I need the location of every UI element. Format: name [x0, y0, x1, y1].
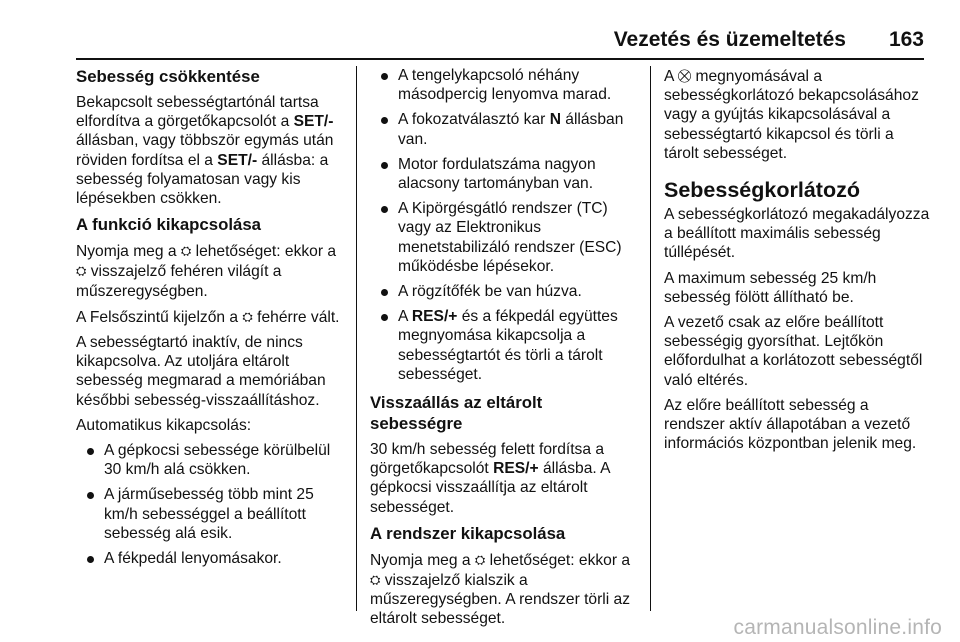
paragraph-decrease: Bekapcsolt sebességtartónál tartsa elfordítva a görgetőkapcsolót a SET/- állásban, vagy többször egymás után röviden fordítsa el a SET/- állásba: a sebesség folyamatosan vagy kis lépésekben csökken. — [76, 94, 334, 208]
column-divider-1 — [356, 66, 357, 611]
paragraph-off-2: A Felsőszintű kijelzőn a ⛭ fehérre vált. — [76, 308, 340, 326]
page-number: 163 — [888, 28, 924, 51]
speedometer-icon: ⛭ — [76, 263, 87, 279]
heading-speed-decrease: Sebesség csökkentése — [76, 67, 260, 86]
column-1 — [76, 66, 344, 576]
running-title: Vezetés és üzemeltetés — [613, 28, 846, 51]
list-item: A rögzítőfék be van húzva. — [370, 282, 638, 301]
list-item: A fokozatválasztó kar N állásban van. — [370, 110, 638, 148]
page-header — [76, 28, 924, 60]
list-item: A fékpedál lenyomásakor. — [76, 549, 344, 568]
column-2 — [370, 66, 638, 635]
cruise-control-icon: ⛭ — [180, 243, 192, 259]
paragraph-auto-off: Automatikus kikapcsolás: — [76, 416, 252, 434]
column-3 — [664, 66, 932, 459]
speed-limiter-icon: ⛒ — [677, 68, 692, 83]
auto-off-list-continued — [370, 66, 638, 384]
paragraph-restore: 30 km/h sebesség felett fordítsa a görgetőkapcsolót RES/+ állásba. A gépkocsi visszaállítja az eltárolt sebességet. — [370, 441, 610, 516]
list-item: A Kipörgésgátló rendszer (TC) vagy az Elektronikus menetstabilizáló rendszer (ESC) működésbe lépésekor. — [370, 199, 638, 276]
paragraph-limiter-1: A sebességkorlátozó megakadályozza a beállított maximális sebesség túllépését. — [664, 206, 930, 262]
paragraph-limiter-3: A vezető csak az előre beállított sebességig gyorsíthat. Lejtőkön előfordulhat a korlátozott sebességtől való eltérés. — [664, 314, 923, 389]
paragraph-limiter-4: Az előre beállított sebesség a rendszer aktív állapotában a vezető információs központban jelenik meg. — [664, 396, 917, 453]
paragraph-system-off: Nyomja meg a ⛭ lehetőséget: ekkor a ⛭ visszajelző kialszik a műszeregységben. A rendszer törli az eltárolt sebességet. — [370, 551, 631, 628]
paragraph-off-3: A sebességtartó inaktív, de nincs kikapcsolva. Az utoljára eltárolt sebesség megmarad a memóriában későbbi sebesség-visszaállításhoz. — [76, 334, 326, 409]
list-item: A gépkocsi sebessége körülbelül 30 km/h alá csökken. — [76, 441, 344, 479]
speedometer-icon: ⛭ — [474, 551, 486, 567]
auto-off-list — [76, 441, 344, 568]
list-item: A járműsebesség több mint 25 km/h sebességgel a beállított sebesség alá esik. — [76, 485, 344, 543]
paragraph-off-1: Nyomja meg a ⛭ lehetőséget: ekkor a ⛭ visszajelző fehéren világít a műszeregységben. — [76, 243, 337, 300]
list-item: Motor fordulatszáma nagyon alacsony tartományban van. — [370, 155, 638, 193]
heading-system-off: A rendszer kikapcsolása — [370, 523, 566, 543]
heading-function-off: A funkció kikapcsolása — [76, 215, 261, 235]
column-divider-2 — [650, 66, 651, 611]
speedometer-icon: ⛭ — [242, 308, 253, 324]
paragraph-top: A ⛒ megnyomásával a sebességkorlátozó bekapcsolásához vagy a gyújtás kikapcsolásával a sebességtartó kikapcsol és törli a tárolt sebességet. — [664, 68, 919, 162]
heading-speed-limiter: Sebességkorlátozó — [664, 178, 860, 203]
watermark: carmanualsonline.info — [733, 616, 942, 639]
list-item: A RES/+ és a fékpedál együttes megnyomása kikapcsolja a sebességtartót és törli a tárolt sebességet. — [370, 307, 638, 384]
list-item: A tengelykapcsoló néhány másodpercig lenyomva marad. — [370, 66, 638, 104]
heading-restore-speed: Visszaállás az eltárolt sebességre — [370, 393, 543, 434]
speedometer-icon: ⛭ — [370, 572, 381, 588]
paragraph-limiter-2: A maximum sebesség 25 km/h sebesség fölött állítható be. — [664, 269, 877, 306]
